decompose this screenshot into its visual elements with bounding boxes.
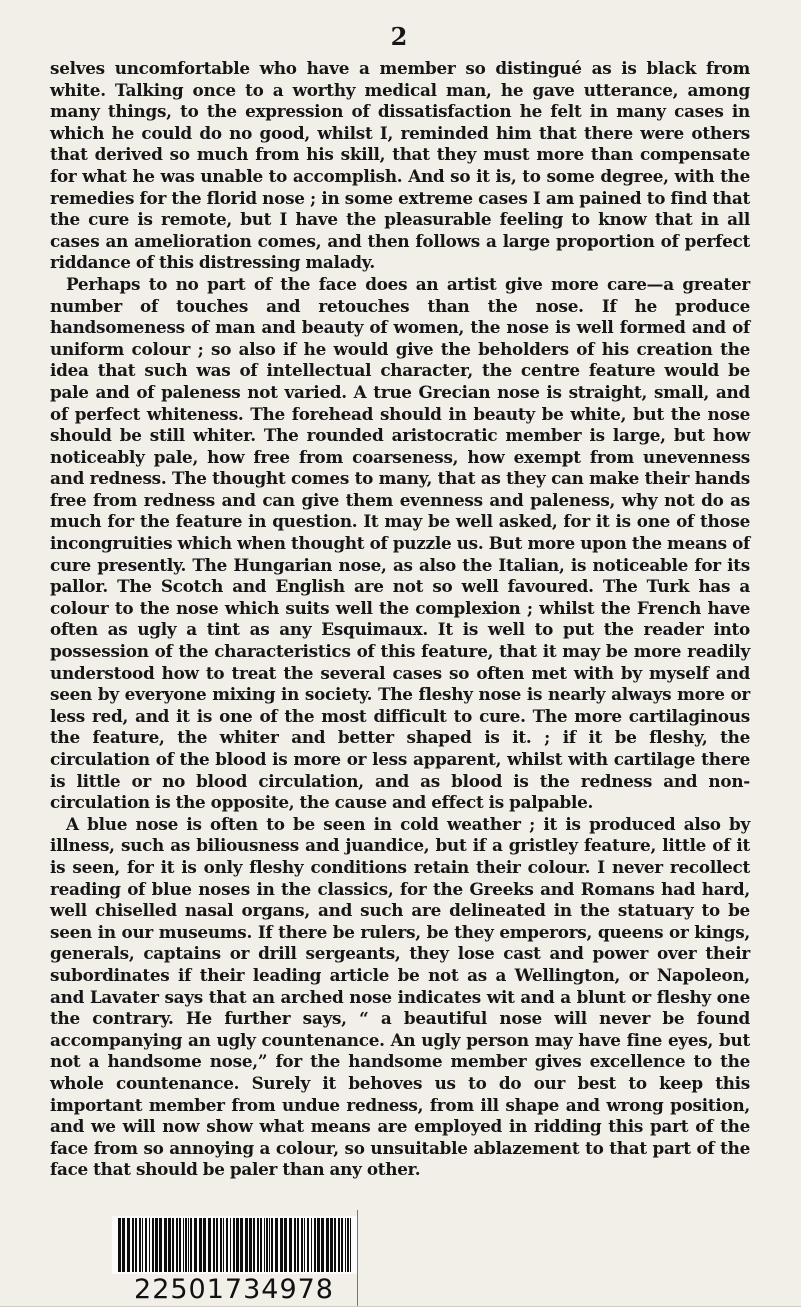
barcode-bar (203, 1218, 206, 1272)
barcode-bar (132, 1218, 134, 1272)
barcode-bar (226, 1218, 228, 1272)
barcode-bar (338, 1218, 340, 1272)
barcode-bar (179, 1218, 181, 1272)
barcode-bar (159, 1218, 162, 1272)
barcode-image (112, 1216, 357, 1274)
barcode-bar (321, 1218, 324, 1272)
barcode-bar (289, 1218, 292, 1272)
barcode-bar (190, 1218, 192, 1272)
page-number: 2 (390, 22, 408, 51)
barcode-bar (216, 1218, 218, 1272)
barcode-bar (330, 1218, 333, 1272)
barcode-bar (236, 1218, 239, 1272)
barcode-bar (223, 1218, 224, 1272)
barcode-bar (233, 1218, 235, 1272)
barcode-bar (311, 1218, 312, 1272)
barcode-bar (334, 1218, 336, 1272)
barcode-bar (253, 1218, 255, 1272)
barcode-bar (260, 1218, 262, 1272)
barcode-bar (350, 1218, 351, 1272)
barcode-bar (142, 1218, 143, 1272)
barcode-bar (271, 1218, 273, 1272)
barcode-bar (257, 1218, 259, 1272)
barcode-bar (347, 1218, 349, 1272)
barcode-bar (294, 1218, 296, 1272)
barcode-bar (152, 1218, 154, 1272)
barcode-bar (314, 1218, 316, 1272)
barcode-bar (183, 1218, 184, 1272)
barcode-bar (127, 1218, 130, 1272)
barcode-bar (220, 1218, 222, 1272)
barcode-bar (135, 1218, 137, 1272)
barcode-bar (284, 1218, 287, 1272)
barcode-bar (145, 1218, 147, 1272)
barcode-bar (307, 1218, 309, 1272)
barcode-bar (208, 1218, 211, 1272)
paragraph-2: Perhaps to no part of the face does an artist give more care—a greater number of touches and retouches than the nose. If he produce handsomeness of man and beauty of women, the nose is well formed and of uniform colour ; so also if he would give the beholders of his creation the idea that such was of intellectual character, the centre feature would be pale and of paleness not varied. A true Grecian nose is straight, small, and of perfect whiteness. The forehead should in beauty be white, but the nose should be still whiter. The rounded aristocratic member is large, but how noticeably pale, how free from coarseness, how exempt from unevenness and redness. The thought comes to many, that as they can make their hands free from redness and can give them evenness and paleness, why not do as much for the feature in question. It may be well asked, for it is one of those incongruities which when thought of puzzle us. But more upon the means of cure presently. The Hungarian nose, as also the Italian, is noticeable for its pallor. The Scotch and English are not so well favoured. The Turk has a colour to the nose which suits well the complexion ; whilst the French have often as ugly a tint as any Esquimaux. It is well to put the reader into possession of the characteristics of this feature, that it may be more readily understood how to treat the several cases so often met with by myself and seen by everyone mixing in society. The fleshy nose is nearly always more or less red, and it is one of the most difficult to cure. The more cartilaginous the feature, the whiter and better shaped is it. ; if it be fleshy, the circulation of the blood is more or less apparent, whilst with cartilage there is little or no blood circulation, and as blood is the redness and non-circulation is the opposite, the cause and effect is palpable. (50, 273, 750, 813)
barcode-bar (230, 1218, 231, 1272)
barcode-bar (139, 1218, 141, 1272)
barcode-bar (249, 1218, 252, 1272)
barcode-bar (245, 1218, 248, 1272)
barcode-bar (304, 1218, 305, 1272)
barcode-number: 22501734978 (134, 1274, 334, 1305)
barcode-bar (301, 1218, 303, 1272)
barcode-bar (317, 1218, 320, 1272)
barcode-bar (194, 1218, 197, 1272)
barcode-bar (155, 1218, 158, 1272)
barcode-bar (213, 1218, 215, 1272)
barcode-bar (149, 1218, 150, 1272)
paragraph-1: selves uncomfortable who have a member so distingué as is black from white. Talking once to a worthy medical man, he gave utterance, among many things, to the expression of dissatisfaction he felt in many cases in which he could do no good, whilst I, reminded him that there were others that derived so much from his skill, that they must more than compensate for what he was unable to accomplish. And so it is, to some degree, with the remedies for the florid nose ; in some extreme cases I am pained to find that the cure is remote, but I have the pleasurable feeling to know that in all cases an amelioration comes, and then follows a large proportion of perfect riddance of this distressing malady. (50, 58, 750, 273)
barcode-bar (172, 1218, 174, 1272)
barcode-bar (240, 1218, 243, 1272)
paragraph-3: A blue nose is often to be seen in cold weather ; it is produced also by illness, such as biliousness and juandice, but if a gristley feature, little of it is seen, for it is only fleshy conditions retain their colour. I never recollect reading of blue noses in the classics, for the Greeks and Romans had hard, well chiselled nasal organs, and such are delineated in the statuary to be seen in our museums. If there be rulers, be they emperors, queens or kings, generals, captains or drill sergeants, they lose cast and power over their subordinates if their leading article be not as a Wellington, or Napoleon, and Lavater says that an arched nose indicates wit and a blunt or fleshy one the contrary. He further says, “ a beautiful nose will never be found accompanying an ugly countenance. An ugly person may have fine eyes, but not a handsome nose,” for the handsome member gives excellence to the whole countenance. Surely it behoves us to do our best to keep this important member from undue redness, from ill shape and wrong position, and we will now show what means are employed in ridding this part of the face from so annoying a colour, so unsuitable ablazement to that part of the face that should be paler than any other. (50, 813, 750, 1180)
barcode-bar (269, 1218, 270, 1272)
barcode-bar (164, 1218, 167, 1272)
barcode-bar (280, 1218, 283, 1272)
barcode-bar (176, 1218, 178, 1272)
barcode-bar (188, 1218, 189, 1272)
barcode-bar (264, 1218, 265, 1272)
barcode-bar (199, 1218, 202, 1272)
body-text (50, 58, 750, 1181)
barcode-bar (275, 1218, 278, 1272)
barcode-bar (341, 1218, 343, 1272)
barcode-bar (266, 1218, 268, 1272)
barcode-bar (168, 1218, 171, 1272)
barcode-bar (118, 1218, 121, 1272)
barcode-bar (297, 1218, 299, 1272)
library-barcode (112, 1210, 358, 1306)
barcode-bar (326, 1218, 329, 1272)
barcode-bar (122, 1218, 125, 1272)
barcode-bar (345, 1218, 346, 1272)
barcode-bar (185, 1218, 187, 1272)
